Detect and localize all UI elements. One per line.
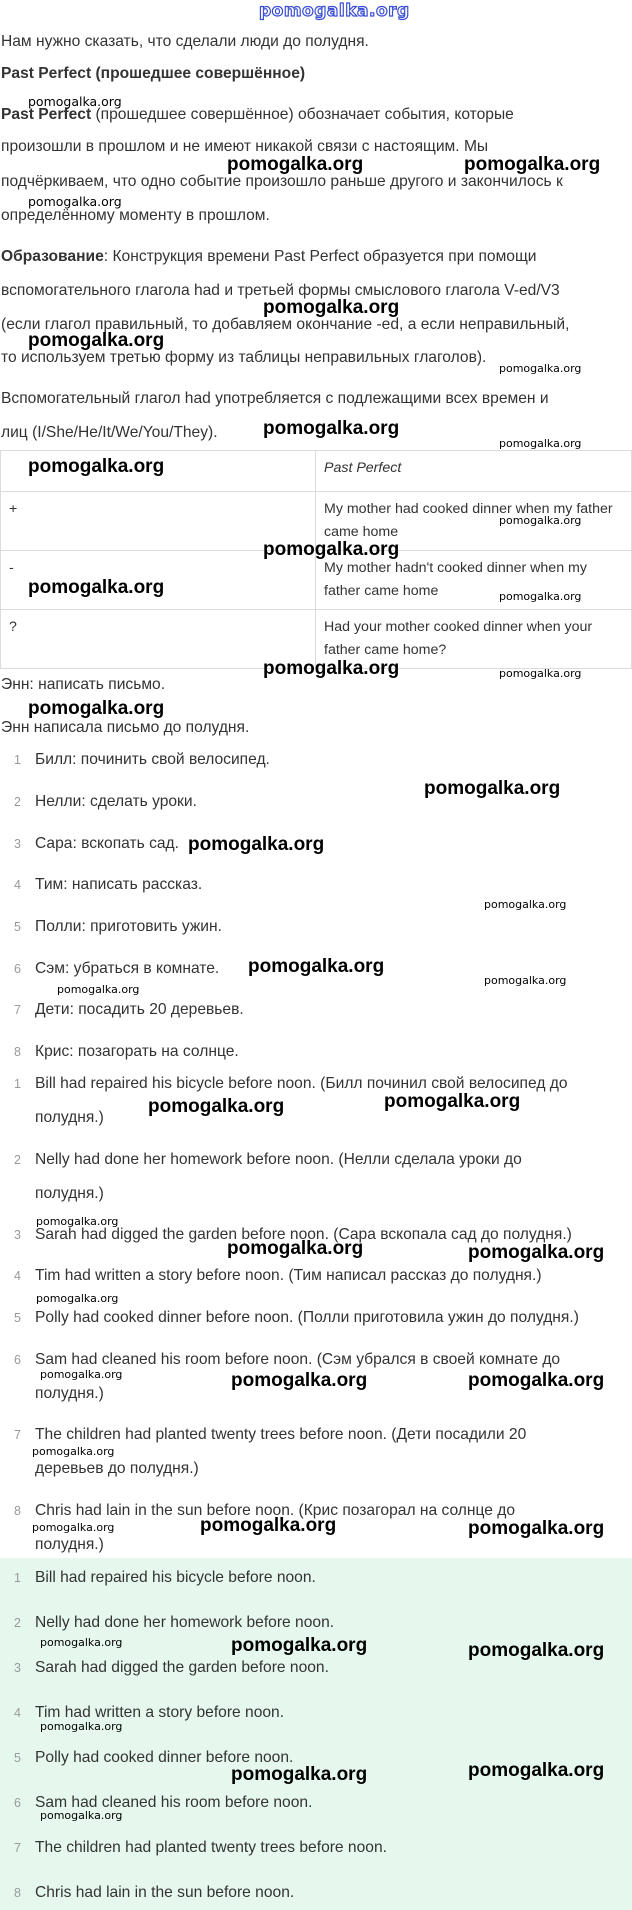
table-example: Had your mother cooked dinner when your father came home? (316, 610, 632, 669)
item-number: 8 (14, 1504, 21, 1518)
watermark: pomogalka.org (40, 1368, 123, 1381)
item-text: Сара: вскопать сад. (35, 835, 179, 852)
item-number: 6 (14, 1353, 21, 1367)
item-number: 7 (14, 1428, 21, 1442)
item-number: 1 (14, 1571, 21, 1585)
definition-text: (прошедшее совершённое) обозначает события, которые (91, 106, 514, 123)
watermark: pomogalka.org (468, 1242, 605, 1263)
item-text: Tim had written a story before noon. (35, 1704, 285, 1721)
formation-text: : Конструкция времени Past Perfect образуется при помощи (103, 248, 537, 265)
watermark: pomogalka.org (227, 1238, 364, 1259)
formation-line-4: то используем третью форму из таблицы неправильных глаголов). (1, 349, 487, 366)
table-header: Past Perfect (316, 451, 632, 492)
item-number: 3 (14, 837, 21, 851)
watermark: pomogalka.org (468, 1640, 605, 1661)
item-number: 5 (14, 1751, 21, 1765)
item-text: Polly had cooked dinner before noon. (Полли приготовила ужин до полудня.) (35, 1309, 579, 1326)
watermark: pomogalka.org (499, 667, 582, 680)
formation-line-2: вспомогательного глагола had и третьей формы смыслового глагола V-ed/V3 (1, 282, 560, 299)
item-number: 2 (14, 1153, 21, 1167)
formation-line-1 (1, 241, 626, 273)
item-text-line: полудня.) (35, 1536, 104, 1553)
item-number: 1 (14, 1077, 21, 1091)
item-text-line: полудня.) (35, 1109, 104, 1126)
definition-line-3: подчёркиваем, что одно событие произошло раньше другого и закончилось к (1, 173, 563, 190)
item-number: 4 (14, 878, 21, 892)
watermark: pomogalka.org (57, 983, 140, 996)
watermark: pomogalka.org (231, 1635, 368, 1656)
item-number: 3 (14, 1228, 21, 1242)
item-text-line: полудня.) (35, 1185, 104, 1202)
watermark: pomogalka.org (28, 94, 122, 109)
item-text: The children had planted twenty trees before noon. (35, 1839, 387, 1856)
watermark: pomogalka.org (40, 1809, 123, 1822)
watermark: pomogalka.org (227, 154, 364, 175)
watermark: pomogalka.org (484, 898, 567, 911)
example-prompt: Энн: написать письмо. (1, 676, 166, 693)
table-sign: - (1, 551, 316, 610)
watermark: pomogalka.org (36, 1292, 119, 1305)
table-sign: + (1, 492, 316, 551)
watermark: pomogalka.org (188, 834, 325, 855)
item-text (35, 1067, 625, 1135)
item-text: Полли: приготовить ужин. (35, 918, 222, 935)
watermark: pomogalka.org (28, 577, 165, 598)
item-number: 8 (14, 1886, 21, 1900)
aux-line-1: Вспомогательный глагол had употребляется с подлежащими всех времен и (1, 390, 549, 407)
item-text: Bill had repaired his bicycle before noon. (35, 1569, 316, 1586)
item-text-line: Chris had lain in the sun before noon. (Крис позагорал на солнце до (35, 1502, 516, 1519)
watermark: pomogalka.org (248, 956, 385, 977)
item-text: Sarah had digged the garden before noon. (35, 1659, 329, 1676)
watermark: pomogalka.org (424, 778, 561, 799)
watermark: pomogalka.org (263, 539, 400, 560)
item-text: Sarah had digged the garden before noon. (Сара вскопала сад до полудня.) (35, 1226, 572, 1243)
item-number: 3 (14, 1661, 21, 1675)
definition-term: Past Perfect (1, 106, 92, 123)
table-example: My mother hadn't cooked dinner when my father came home (316, 551, 632, 610)
item-text: Sam had cleaned his room before noon. (35, 1794, 313, 1811)
item-text-line: Bill had repaired his bicycle before noon. (Билл починил свой велосипед до (35, 1075, 568, 1092)
watermark: pomogalka.org (28, 194, 122, 209)
watermark: pomogalka.org (231, 1764, 368, 1785)
item-text: Тим: написать рассказ. (35, 876, 203, 893)
watermark: pomogalka.org (263, 418, 400, 439)
aux-line-2: лиц (I/She/He/It/We/You/They). (1, 424, 218, 441)
watermark: pomogalka.org (36, 1215, 119, 1228)
site-logo[interactable]: pomogalka.org (259, 1, 410, 21)
item-number: 2 (14, 795, 21, 809)
watermark: pomogalka.org (468, 1370, 605, 1391)
watermark: pomogalka.org (28, 698, 165, 719)
item-text-line: Sam had cleaned his room before noon. (Сэм убрался в своей комнате до (35, 1351, 561, 1368)
watermark: pomogalka.org (32, 1445, 115, 1458)
watermark: pomogalka.org (231, 1370, 368, 1391)
watermark: pomogalka.org (40, 1720, 123, 1733)
watermark: pomogalka.org (40, 1636, 123, 1649)
watermark: pomogalka.org (464, 154, 601, 175)
watermark: pomogalka.org (484, 974, 567, 987)
watermark: pomogalka.org (28, 456, 165, 477)
item-text-line: Nelly had done her homework before noon. (Нелли сделала уроки до (35, 1151, 522, 1168)
watermark: pomogalka.org (28, 330, 165, 351)
example-answer: Энн написала письмо до полудня. (1, 719, 250, 736)
watermark: pomogalka.org (148, 1096, 285, 1117)
watermark: pomogalka.org (468, 1760, 605, 1781)
item-number: 5 (14, 1311, 21, 1325)
item-number: 7 (14, 1003, 21, 1017)
section-heading: Past Perfect (прошедшее совершённое) (1, 65, 306, 82)
item-text: Tim had written a story before noon. (Тим написал рассказ до полудня.) (35, 1267, 542, 1284)
definition-line-2: произошли в прошлом и не имеют никакой связи с настоящим. Мы (1, 138, 489, 155)
item-text (35, 1143, 625, 1211)
watermark: pomogalka.org (384, 1091, 521, 1112)
item-text: Крис: позагорать на солнце. (35, 1043, 239, 1060)
item-text: Nelly had done her homework before noon. (35, 1614, 335, 1631)
item-text: Билл: починить свой велосипед. (35, 751, 270, 768)
watermark: pomogalka.org (200, 1515, 337, 1536)
watermark: pomogalka.org (468, 1518, 605, 1539)
item-text (35, 1418, 625, 1486)
watermark: pomogalka.org (499, 362, 582, 375)
formation-line-3: (если глагол правильный, то добавляем окончание -ed, а если неправильный, (1, 316, 570, 333)
table-sign: ? (1, 610, 316, 669)
item-number: 5 (14, 920, 21, 934)
definition-line-4: определённому моменту в прошлом. (1, 207, 270, 224)
intro-text: Нам нужно сказать, что сделали люди до полудня. (1, 33, 369, 50)
item-number: 4 (14, 1269, 21, 1283)
item-number: 7 (14, 1841, 21, 1855)
watermark: pomogalka.org (499, 514, 582, 527)
item-number: 6 (14, 1796, 21, 1810)
table-example: My mother had cooked dinner when my father came home (316, 492, 632, 551)
item-text: Сэм: убраться в комнате. (35, 960, 220, 977)
item-text: Дети: посадить 20 деревьев. (35, 1001, 244, 1018)
item-number: 8 (14, 1045, 21, 1059)
item-number: 2 (14, 1616, 21, 1630)
item-text-line: The children had planted twenty trees before noon. (Дети посадили 20 (35, 1426, 527, 1443)
watermark: pomogalka.org (499, 590, 582, 603)
item-number: 4 (14, 1706, 21, 1720)
formation-term: Образование (1, 248, 104, 265)
item-text: Chris had lain in the sun before noon. (35, 1884, 295, 1901)
item-text-line: деревьев до полудня.) (35, 1460, 199, 1477)
item-text: Нелли: сделать уроки. (35, 793, 197, 810)
item-number: 6 (14, 962, 21, 976)
watermark: pomogalka.org (263, 658, 400, 679)
item-number: 1 (14, 753, 21, 767)
watermark: pomogalka.org (263, 297, 400, 318)
watermark: pomogalka.org (32, 1521, 115, 1534)
item-text-line: полудня.) (35, 1385, 104, 1402)
item-text: Polly had cooked dinner before noon. (35, 1749, 294, 1766)
watermark: pomogalka.org (499, 437, 582, 450)
